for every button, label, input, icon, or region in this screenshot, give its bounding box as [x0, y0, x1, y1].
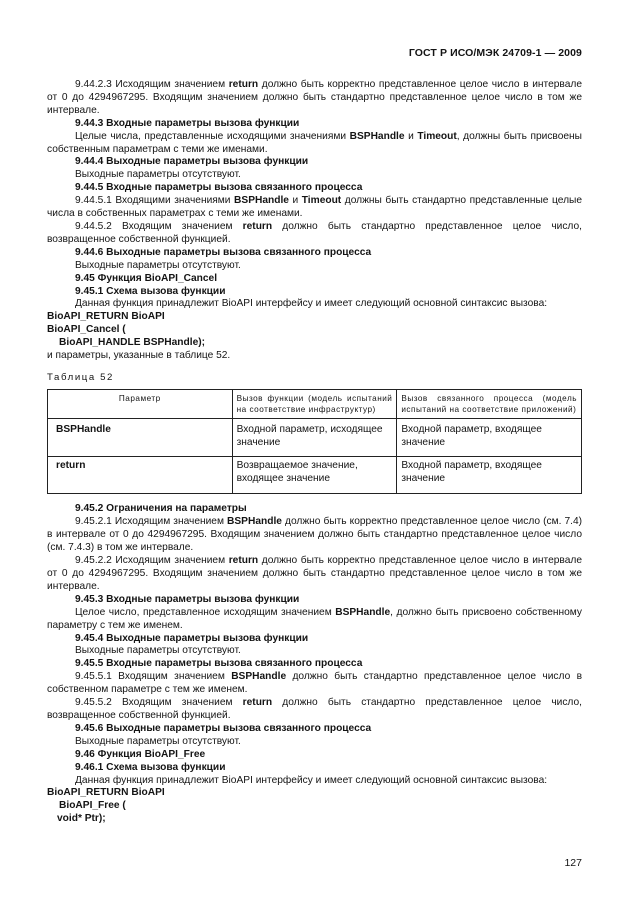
heading-9-46-1: 9.46.1 Схема вызова функции	[75, 761, 226, 773]
paragraph-9-44-3	[47, 131, 582, 157]
text: должно быть корректно представленное целое число в интервале от 0 до 4294967295. Входящим значением должно быть стандартно представленное целое число в том же интервале.	[47, 79, 582, 116]
table-header-cell: Вызов функции (модель испытаний на соответствие инфраструктур)	[232, 389, 397, 418]
bold-term: BSPHandle	[234, 195, 289, 207]
heading-9-44-4: 9.44.4 Выходные параметры вызова функции	[75, 156, 309, 168]
code-line: void* Ptr);	[57, 813, 106, 825]
table-cell: return	[48, 456, 233, 494]
bold-term: return	[228, 555, 259, 567]
code-line: BioAPI_Free (	[59, 800, 126, 812]
paragraph-9-44-6: Выходные параметры отсутствуют.	[75, 259, 241, 271]
heading-9-44-5: 9.44.5 Входные параметры вызова связанного процесса	[75, 182, 363, 194]
heading-9-45-2: 9.45.2 Ограничения на параметры	[75, 503, 247, 515]
table-row	[48, 418, 582, 456]
text: Целые числа, представленные исходящими значениями	[75, 130, 350, 142]
text: должно быть корректно представленное целое число в интервале от 0 до 4294967295. Входящим значением должно быть стандартно представленное целое число в том же интервале.	[47, 555, 582, 592]
bold-term: Timeout	[417, 130, 457, 142]
paragraph-9-46-1: Данная функция принадлежит BioAPI интерфейсу и имеет следующий основной синтаксис вызова:	[75, 774, 548, 786]
document-body	[47, 79, 582, 826]
heading-9-45-1: 9.45.1 Схема вызова функции	[75, 285, 226, 297]
table-caption: Таблица 52	[47, 371, 114, 383]
code-line: BioAPI_HANDLE BSPHandle);	[59, 337, 206, 349]
code-line: BioAPI_RETURN BioAPI	[47, 787, 165, 799]
bold-term: BSPHandle	[349, 130, 405, 142]
text: должно быть стандартно представленное целое число, возвращенное собственной функцией.	[47, 220, 582, 245]
bold-term: BSPHandle	[227, 516, 282, 528]
table-header-cell: Вызов связанного процесса (модель испытаний на соответствие приложений)	[397, 389, 582, 418]
paragraph-9-45-5-2	[47, 697, 582, 723]
bold-term: return	[242, 697, 273, 709]
table-row	[48, 456, 582, 494]
table-cell: Входной параметр, исходящее значение	[232, 418, 397, 456]
text: , должны быть присвоены собственным параметрам с теми же именами.	[47, 130, 582, 155]
text: 9.45.5.2 Входящим значением	[75, 697, 243, 709]
heading-9-45-6: 9.45.6 Выходные параметры вызова связанного процесса	[75, 722, 372, 734]
bold-term: BSPHandle	[335, 606, 391, 618]
text: Целое число, представленное исходящим значением	[75, 606, 336, 618]
paragraph-9-45-2-2	[47, 555, 582, 594]
heading-9-46: 9.46 Функция BioAPI_Free	[75, 748, 206, 760]
table-cell: Входной параметр, входящее значение	[397, 456, 582, 494]
table-header-row	[48, 389, 582, 418]
text: 9.45.2.2 Исходящим значением	[75, 555, 229, 567]
text: 9.44.5.1 Входящими значениями	[75, 195, 235, 207]
text: 9.45.2.1 Исходящим значением	[75, 516, 228, 528]
paragraph-9-45-6: Выходные параметры отсутствуют.	[75, 735, 241, 747]
code-line: BioAPI_RETURN BioAPI	[47, 311, 165, 323]
page-header: ГОСТ Р ИСО/МЭК 24709-1 — 2009	[408, 47, 582, 59]
code-line: BioAPI_Cancel (	[47, 324, 126, 336]
table-cell: Возвращаемое значение, входящее значение	[232, 456, 397, 494]
bold-term: BSPHandle	[231, 671, 287, 683]
paragraph-9-45-3	[47, 607, 582, 633]
page-number: 127	[564, 857, 582, 869]
heading-9-45-4: 9.45.4 Выходные параметры вызова функции	[75, 632, 309, 644]
table-cell: Входной параметр, входящее значение	[397, 418, 582, 456]
text: должно быть корректно представленное целое число (см. 7.4) в интервале от 0 до 4294967295. Входящим значением должно быть стандартно представленное целое число (см. 7.4.3) в том же интервале.	[47, 516, 583, 554]
text: должно быть стандартно представленное целое число в собственном параметре с тем же именем.	[47, 671, 582, 696]
paragraph-9-45-2-1	[47, 516, 582, 555]
bold-term: return	[242, 220, 273, 232]
paragraph-9-45-4: Выходные параметры отсутствуют.	[75, 645, 241, 657]
bold-term: Timeout	[301, 195, 342, 207]
text: 9.44.5.2 Входящим значением	[75, 220, 243, 232]
text: должны быть стандартно представленные целые числа в собственных параметрах с теми же именами.	[47, 195, 582, 220]
heading-9-45: 9.45 Функция BioAPI_Cancel	[75, 272, 218, 284]
heading-9-45-3: 9.45.3 Входные параметры вызова функции	[75, 593, 300, 605]
bold-term: return	[228, 79, 259, 90]
table-cell: BSPHandle	[48, 418, 233, 456]
heading-9-44-6: 9.44.6 Выходные параметры вызова связанного процесса	[75, 246, 372, 258]
text: и	[288, 195, 302, 207]
paragraph-9-45-5-1	[47, 671, 582, 697]
heading-9-44-3: 9.44.3 Входные параметры вызова функции	[75, 117, 300, 129]
table-52	[47, 389, 582, 495]
text: , должно быть присвоено собственному параметру с тем же именем.	[47, 606, 582, 631]
paragraph-9-44-4: Выходные параметры отсутствуют.	[75, 169, 241, 181]
paragraph-9-45-1: Данная функция принадлежит BioAPI интерфейсу и имеет следующий основной синтаксис вызова:	[75, 298, 548, 310]
text: должно быть стандартно представленное целое число, возвращенное собственной функцией.	[47, 697, 582, 721]
heading-9-45-5: 9.45.5 Входные параметры вызова связанного процесса	[75, 658, 363, 670]
paragraph-9-44-5-2	[47, 221, 582, 247]
table-header-cell: Параметр	[48, 389, 233, 418]
paragraph-table-ref: и параметры, указанные в таблице 52.	[47, 350, 231, 362]
text: 9.45.5.1 Входящим значением	[75, 671, 232, 683]
text: 9.44.2.3 Исходящим значением	[75, 79, 229, 90]
text: и	[404, 130, 418, 142]
paragraph-9-44-2-3	[47, 79, 582, 118]
paragraph-9-44-5-1	[47, 195, 582, 221]
